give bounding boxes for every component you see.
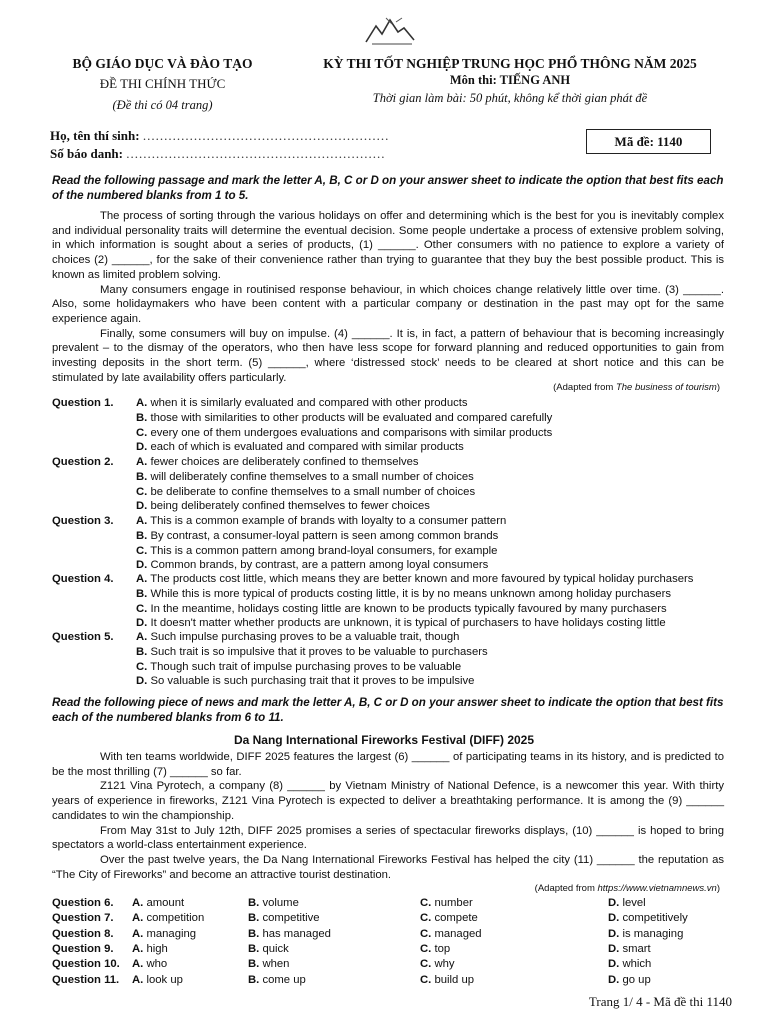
option-letter: D. — [608, 897, 620, 909]
option-letter: B. — [136, 470, 148, 483]
option-letter: A. — [132, 958, 144, 971]
option-letter: D. — [136, 559, 148, 572]
header-right — [300, 56, 720, 106]
option-letter: A. — [136, 515, 148, 527]
answer-option[interactable] — [136, 645, 488, 660]
option-text: when — [262, 958, 290, 971]
question-block — [52, 396, 732, 456]
option-text: build up — [434, 973, 475, 986]
option-letter: A. — [136, 573, 148, 585]
question-label: Question 7. — [52, 912, 114, 925]
answer-option[interactable] — [132, 912, 204, 924]
option-letter: C. — [136, 660, 148, 673]
option-letter: A. — [132, 897, 144, 909]
option-text: managing — [146, 927, 197, 940]
option-letter: C. — [136, 485, 148, 498]
grid-question-row — [52, 928, 732, 943]
option-letter: A. — [132, 973, 144, 986]
option-letter: A. — [132, 927, 144, 940]
option-text: when it is similarly evaluated and compared with other products — [150, 397, 468, 409]
option-letter: B. — [136, 645, 148, 658]
option-text: level — [622, 897, 646, 909]
section2-instruction: Read the following piece of news and mark the letter A, B, C or D on your answer sheet to indicate the option that best fits each of the numbered blanks from 6 to 11. — [52, 696, 724, 724]
option-text: compete — [434, 912, 478, 925]
option-letter: B. — [136, 587, 148, 600]
answer-option[interactable] — [248, 974, 306, 986]
section2-passage — [52, 750, 724, 882]
question-label: Question 6. — [52, 897, 114, 909]
answer-option[interactable] — [136, 587, 671, 602]
option-letter: C. — [420, 942, 432, 955]
option-text: This is a common pattern among brand-loyal consumers, for example — [150, 544, 498, 557]
answer-option[interactable] — [420, 974, 474, 986]
question-block — [52, 455, 732, 515]
option-letter: C. — [420, 958, 432, 971]
option-letter: B. — [136, 529, 148, 542]
option-letter: D. — [608, 942, 620, 955]
option-letter: B. — [248, 958, 260, 971]
option-letter: D. — [136, 617, 148, 630]
question-label: Question 8. — [52, 927, 114, 940]
candidate-name-field[interactable]: .......................................................... — [142, 128, 390, 143]
answer-option[interactable] — [248, 928, 331, 940]
section1-source: (Adapted from The business of tourism) — [553, 382, 720, 393]
answer-option[interactable] — [136, 616, 666, 631]
option-text: fewer choices are deliberately confined to themselves — [150, 456, 419, 468]
exam-code-box: Mã đề: 1140 — [586, 129, 711, 154]
section1-passage — [52, 209, 724, 385]
header-left — [50, 56, 275, 113]
option-letter: D. — [608, 973, 620, 986]
option-text: competitively — [622, 912, 688, 925]
answer-option[interactable] — [248, 958, 289, 970]
option-text: each of which is evaluated and compared with similar products — [150, 441, 464, 454]
option-text: competition — [146, 912, 205, 925]
question-label: Question 4. — [52, 573, 114, 585]
option-letter: B. — [248, 973, 260, 986]
option-letter: D. — [608, 912, 620, 925]
option-text: volume — [262, 897, 299, 909]
option-letter: B. — [248, 912, 260, 925]
question-label: Question 11. — [52, 973, 120, 986]
option-letter: C. — [136, 602, 148, 615]
answer-option[interactable] — [608, 897, 646, 909]
passage-paragraph: The process of sorting through the various holidays on offer and determining which is the best for you is inevitably complex and individual personality traits will determine the eventual decision. Some people undertake a process of extensive problem solving, in which information is sought about a series of products, (1) ______. Other consumers with no patience to explore a variety of choices (2) ______, for the sake of their convenience rather than trying to guarantee that they buy the best possible product. This is known as limited problem solving. — [52, 210, 724, 281]
answer-option[interactable] — [136, 544, 497, 559]
grid-question-row — [52, 974, 732, 989]
option-text: is managing — [622, 927, 684, 940]
option-letter: D. — [608, 927, 620, 940]
option-text: will deliberately confine themselves to a small number of choices — [150, 470, 474, 483]
answer-option[interactable] — [136, 470, 474, 485]
passage-paragraph: Finally, some consumers will buy on impulse. (4) ______. It is, in fact, a pattern of behaviour that is becoming increasingly prevalent – to the dismay of the operators, who then have less scope for forward planning and reduced opportunities to gain from investing deposits in the short term. (5) ______, where ‘distressed stock’ needs to be cleared at short notice and this can be stimulated by late availability offers particularly. — [52, 327, 724, 384]
option-letter: A. — [132, 942, 144, 955]
option-text: every one of them undergoes evaluations and comparisons with similar products — [150, 426, 553, 439]
grid-question-row — [52, 897, 732, 912]
question-label: Question 2. — [52, 456, 114, 468]
subject: Môn thi: TIẾNG ANH — [449, 73, 571, 87]
option-text: who — [146, 958, 168, 971]
option-letter: A. — [132, 912, 144, 925]
section1-instruction: Read the following passage and mark the letter A, B, C or D on your answer sheet to indicate the option that best fits each of the numbered blanks from 1 to 5. — [52, 174, 724, 202]
option-text: those with similarities to other products will be evaluated and compared carefully — [150, 411, 553, 424]
option-text: quick — [262, 942, 289, 955]
option-letter: D. — [136, 441, 148, 454]
candidate-name-row — [50, 128, 389, 144]
option-letter: B. — [248, 927, 260, 940]
answer-option[interactable] — [132, 897, 184, 909]
option-letter: A. — [136, 456, 148, 468]
answer-option[interactable] — [136, 630, 459, 645]
answer-option[interactable] — [136, 396, 468, 411]
option-letter: A. — [136, 397, 148, 409]
option-text: has managed — [262, 927, 331, 940]
answer-option[interactable] — [420, 897, 473, 909]
answer-option[interactable] — [420, 958, 455, 970]
option-text: The products cost little, which means they are better known and more favoured by typical holiday purchasers — [150, 573, 694, 585]
answer-option[interactable] — [136, 674, 474, 689]
option-letter: C. — [420, 973, 432, 986]
answer-option[interactable] — [248, 943, 289, 955]
answer-option[interactable] — [136, 426, 552, 441]
news-paragraph: From May 31st to July 12th, DIFF 2025 promises a series of spectacular fireworks displays, (10) ______ is hoped to bring spectators a world-class entertainment experience. — [52, 824, 724, 852]
option-text: By contrast, a consumer-loyal pattern is seen among common brands — [150, 529, 499, 542]
option-text: go up — [622, 973, 651, 986]
option-text: It doesn't matter whether products are unknown, it is typical of purchasers to have holidays costing little — [150, 617, 666, 630]
answer-option[interactable] — [136, 602, 667, 617]
mountain-logo-icon — [362, 14, 422, 48]
option-letter: C. — [420, 912, 432, 925]
option-text: be deliberate to confine themselves to a small number of choices — [150, 485, 476, 498]
option-text: managed — [434, 927, 482, 940]
answer-option[interactable] — [608, 943, 651, 955]
candidate-id-row — [50, 146, 385, 162]
option-text: amount — [146, 897, 185, 909]
option-letter: B. — [136, 411, 148, 424]
option-letter: C. — [136, 426, 148, 439]
question-label: Question 5. — [52, 631, 114, 643]
grid-question-row — [52, 912, 732, 927]
answer-option[interactable] — [132, 958, 167, 970]
answer-option[interactable] — [136, 572, 693, 587]
option-text: While this is more typical of products costing little, it is by no means unknown among holiday purchasers — [150, 587, 671, 600]
question-label: Question 3. — [52, 515, 114, 527]
answer-option[interactable] — [136, 455, 419, 470]
answer-option[interactable] — [136, 660, 461, 675]
answer-option[interactable] — [608, 928, 683, 940]
answer-option[interactable] — [248, 897, 299, 909]
news-title: Da Nang International Fireworks Festival (DIFF) 2025 — [233, 733, 535, 747]
answer-option[interactable] — [136, 485, 475, 500]
option-text: why — [434, 958, 455, 971]
answer-option[interactable] — [420, 928, 482, 940]
option-text: top — [434, 942, 451, 955]
option-text: Common brands, by contrast, are a pattern among loyal consumers — [150, 559, 489, 572]
question-block — [52, 630, 732, 690]
news-paragraph: Z121 Vina Pyrotech, a company (8) ______ by Vietnam Ministry of National Defence, is a newcomer this year. With thirty years of experience in fireworks, Z121 Vina Pyrotech is expected to deliver a breathtaking performance. It is among the (9) ______ candidates to win the championship. — [52, 780, 724, 822]
answer-option[interactable] — [608, 974, 651, 986]
answer-option[interactable] — [136, 499, 430, 514]
pages-note: (Đề thi có 04 trang) — [112, 98, 213, 112]
candidate-id-label: Số báo danh: — [50, 146, 123, 161]
answer-option[interactable] — [132, 928, 196, 940]
answer-option[interactable] — [608, 958, 651, 970]
option-text: look up — [146, 973, 183, 986]
question-label: Question 9. — [52, 942, 114, 955]
option-text: Such trait is so impulsive that it proves to be valuable to purchasers — [150, 645, 488, 658]
candidate-id-field[interactable]: ............................................................. — [126, 146, 386, 161]
answer-option[interactable] — [136, 411, 552, 426]
option-text: which — [622, 958, 652, 971]
option-text: number — [434, 897, 473, 909]
question-block — [52, 572, 732, 632]
grid-question-row — [52, 958, 732, 973]
question-block — [52, 514, 732, 574]
answer-option[interactable] — [248, 912, 320, 924]
time-note: Thời gian làm bài: 50 phút, không kể thời gian phát đề — [372, 91, 648, 105]
answer-option[interactable] — [420, 943, 450, 955]
option-letter: A. — [136, 631, 148, 643]
option-letter: C. — [420, 897, 432, 909]
option-text: being deliberately confined themselves to fewer choices — [150, 500, 430, 513]
answer-option[interactable] — [608, 912, 688, 924]
answer-option[interactable] — [136, 558, 488, 573]
answer-option[interactable] — [136, 514, 506, 529]
news-paragraph: Over the past twelve years, the Da Nang International Fireworks Festival has helped the city (11) ______ the reputation as “The City of Fireworks” and become an attractive tourist destination. — [52, 853, 724, 881]
option-letter: C. — [136, 544, 148, 557]
option-text: come up — [262, 973, 306, 986]
option-text: smart — [622, 942, 651, 955]
option-letter: D. — [608, 958, 620, 971]
news-paragraph: With ten teams worldwide, DIFF 2025 features the largest (6) ______ of participating teams in its history, and is predicted to be the most thrilling (7) ______ so far. — [52, 751, 724, 778]
section2-source: (Adapted from https://www.vietnamnews.vn) — [534, 883, 720, 894]
question-label: Question 10. — [52, 958, 120, 971]
option-letter: B. — [248, 897, 260, 909]
option-text: In the meantime, holidays costing little are known to be products typically favoured by many purchasers — [150, 602, 667, 615]
answer-option[interactable] — [132, 943, 168, 955]
question-label: Question 1. — [52, 397, 114, 409]
answer-option[interactable] — [132, 974, 183, 986]
option-text: Though such trait of impulse purchasing proves to be valuable — [150, 660, 462, 673]
answer-option[interactable] — [420, 912, 478, 924]
ministry-name: BỘ GIÁO DỤC VÀ ĐÀO TẠO — [72, 56, 253, 71]
option-text: competitive — [262, 912, 320, 925]
answer-option[interactable] — [136, 440, 464, 455]
option-letter: B. — [248, 942, 260, 955]
option-text: This is a common example of brands with loyalty to a consumer pattern — [150, 515, 507, 527]
answer-option[interactable] — [136, 529, 498, 544]
option-text: So valuable is such purchasing trait that it proves to be impulsive — [150, 675, 475, 688]
option-text: Such impulse purchasing proves to be a valuable trait, though — [150, 631, 460, 643]
candidate-name-label: Họ, tên thí sinh: — [50, 128, 140, 143]
official-label: ĐỀ THI CHÍNH THỨC — [99, 76, 226, 91]
grid-question-row — [52, 943, 732, 958]
option-text: high — [146, 942, 168, 955]
option-letter: C. — [420, 927, 432, 940]
passage-paragraph: Many consumers engage in routinised response behaviour, in which choices change relatively little over time. (3) ______. Also, some holidaymakers who have been content with a particular company or destination in the past may opt for the same experience again. — [52, 283, 724, 325]
option-letter: D. — [136, 675, 148, 688]
exam-title: KỲ THI TỐT NGHIỆP TRUNG HỌC PHỔ THÔNG NĂM 2025 — [323, 56, 697, 71]
option-letter: D. — [136, 500, 148, 513]
page-footer: Trang 1/ 4 - Mã đề thi 1140 — [588, 994, 732, 1009]
